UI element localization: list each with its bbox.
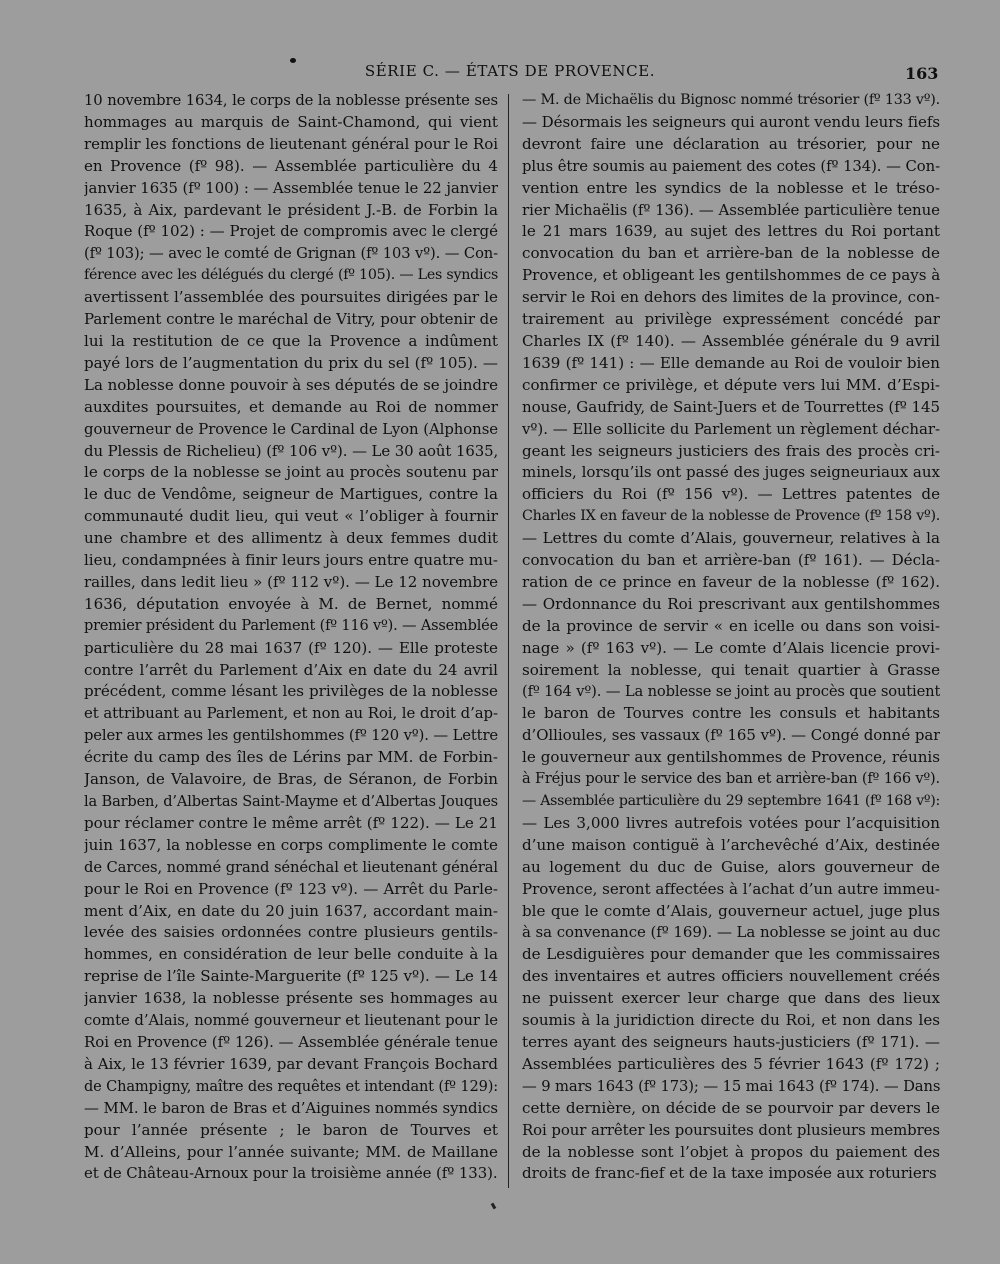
- text-line: Janson, de Valavoire, de Bras, de Séranon, de Forbin: [84, 770, 498, 789]
- text-line: — Ordonnance du Roi prescrivant aux gentilshommes: [522, 594, 940, 613]
- text-line: Charles IX (fº 140). — Assemblée générale du 9 avril: [522, 331, 940, 350]
- text-line: de Carces, nommé grand sénéchal et lieutenant général: [84, 858, 498, 876]
- text-line: férence avec les délégués du clergé (fº 105). — Les syndics: [84, 267, 498, 284]
- ink-mark: [491, 1203, 497, 1210]
- text-line: de Champigny, maître des requêtes et intendant (fº 129):: [84, 1077, 498, 1095]
- text-line: le 21 mars 1639, au sujet des lettres du Roi portant: [522, 222, 940, 241]
- text-line: — Assemblée particulière du 29 septembre 1641 (fº 168 vº):: [522, 793, 940, 809]
- text-line: de la noblesse sont l’objet à propos du paiement des: [522, 1142, 940, 1161]
- text-line: confirmer ce privilège, et députe vers lui MM. d’Espi-: [522, 375, 940, 394]
- text-line: pour le Roi en Provence (fº 123 vº). — Arrêt du Parle-: [84, 879, 498, 898]
- text-line: railles, dans ledit lieu » (fº 112 vº). — Le 12 novembre: [84, 572, 498, 591]
- text-line: ment d’Aix, en date du 20 juin 1637, accordant main-: [84, 901, 498, 920]
- text-line: Provence, seront affectées à l’achat d’un autre immeu-: [522, 879, 940, 898]
- text-line: hommes, en considération de leur belle conduite à la: [84, 945, 498, 964]
- text-line: au logement du duc de Guise, alors gouverneur de: [522, 857, 940, 876]
- text-line: 1635, à Aix, pardevant le président J.-B. de Forbin la: [84, 200, 498, 219]
- text-line: minels, lorsqu’ils ont passé des juges seigneuriaux aux: [522, 463, 940, 482]
- text-line: cette dernière, on décide de se pourvoir par devers le: [522, 1098, 940, 1117]
- text-line: à Fréjus pour le service des ban et arrière-ban (fº 166 vº).: [522, 771, 940, 788]
- text-line: contre l’arrêt du Parlement d’Aix en date du 24 avril: [84, 660, 498, 679]
- text-line: droits de franc-fief et de la taxe imposée aux roturiers: [522, 1164, 937, 1183]
- left-column: [84, 90, 498, 1185]
- text-line: le gouverneur aux gentilshommes de Provence, réunis: [522, 748, 940, 767]
- text-line: La noblesse donne pouvoir à ses députés de se joindre: [84, 375, 498, 394]
- text-line: pour réclamer contre le même arrêt (fº 122). — Le 21: [84, 813, 498, 832]
- text-line: payé lors de l’augmentation du prix du sel (fº 105). —: [84, 353, 498, 372]
- text-line: plus être soumis au paiement des cotes (fº 134). — Con-: [522, 157, 940, 175]
- text-line: — MM. le baron de Bras et d’Aiguines nommés syndics: [84, 1098, 498, 1117]
- text-line: auxdites poursuites, et demande au Roi de nommer: [84, 397, 498, 416]
- text-line: ne puissent exercer leur charge que dans des lieux: [522, 989, 940, 1008]
- text-line: — M. de Michaëlis du Bignosc nommé trésorier (fº 133 vº).: [522, 92, 940, 108]
- text-line: — Désormais les seigneurs qui auront vendu leurs fiefs: [522, 112, 940, 131]
- text-line: terres ayant des seigneurs hauts-justiciers (fº 171). —: [522, 1032, 940, 1051]
- text-line: soumis à la juridiction directe du Roi, et non dans les: [522, 1011, 940, 1030]
- text-line: convocation du ban et arrière-ban de la noblesse de: [522, 244, 940, 263]
- text-line: Charles IX en faveur de la noblesse de Provence (fº 158 vº).: [522, 508, 940, 525]
- ink-speck: [290, 58, 296, 63]
- text-line: du Plessis de Richelieu) (fº 106 vº). — Le 30 août 1635,: [84, 441, 498, 460]
- text-line: nage » (fº 163 vº). — Le comte d’Alais licencie provi-: [522, 638, 940, 657]
- text-line: (fº 103); — avec le comté de Grignan (fº 103 vº). — Con-: [84, 245, 498, 263]
- text-line: reprise de l’île Sainte-Marguerite (fº 125 vº). — Le 14: [84, 967, 498, 986]
- text-line: (fº 164 vº). — La noblesse se joint au procès que soutient: [522, 683, 940, 701]
- text-line: de la province de servir « en icelle ou dans son voisi-: [522, 616, 940, 635]
- text-line: devront faire une déclaration au trésorier, pour ne: [522, 134, 940, 153]
- text-line: le duc de Vendôme, seigneur de Martigues, contre la: [84, 485, 498, 504]
- text-line: et attribuant au Parlement, et non au Roi, le droit d’ap-: [84, 704, 498, 723]
- text-line: précédent, comme lésant les privilèges de la noblesse: [84, 682, 498, 701]
- page-number: 163: [905, 64, 939, 83]
- text-line: Provence, et obligeant les gentilshommes de ce pays à: [522, 266, 940, 285]
- text-line: ble que le comte d’Alais, gouverneur actuel, juge plus: [522, 901, 940, 920]
- text-line: ration de ce prince en faveur de la noblesse (fº 162).: [522, 572, 940, 591]
- right-column: [522, 90, 940, 1185]
- text-line: lui la restitution de ce que la Provence a indûment: [84, 331, 498, 350]
- text-line: Roi pour arrêter les poursuites dont plusieurs membres: [522, 1120, 940, 1139]
- text-line: — Les 3,000 livres autrefois votées pour l’acquisition: [522, 813, 940, 832]
- text-line: geant les seigneurs justiciers des frais des procès cri-: [522, 441, 940, 460]
- text-line: remplir les fonctions de lieutenant général pour le Roi: [84, 134, 498, 153]
- text-line: comte d’Alais, nommé gouverneur et lieutenant pour le: [84, 1011, 498, 1030]
- text-line: à sa convenance (fº 169). — La noblesse se joint au duc: [522, 923, 940, 942]
- text-line: vention entre les syndics de la noblesse et le tréso-: [522, 178, 940, 197]
- text-line: d’une maison contiguë à l’archevêché d’Aix, destinée: [522, 835, 940, 854]
- text-line: lieu, condampnées à finir leurs jours entre quatre mu-: [84, 551, 498, 570]
- text-line: convocation du ban et arrière-ban (fº 161). — Décla-: [522, 551, 940, 570]
- text-line: — 9 mars 1643 (fº 173); — 15 mai 1643 (fº 174). — Dans: [522, 1077, 940, 1095]
- text-line: des inventaires et autres officiers nouvellement créés: [522, 967, 940, 986]
- text-line: écrite du camp des îles de Lérins par MM. de Forbin-: [84, 748, 498, 767]
- text-line: janvier 1635 (fº 100) : — Assemblée tenue le 22 janvier: [84, 178, 498, 197]
- text-line: juin 1637, la noblesse en corps complimente le comte: [84, 835, 498, 854]
- text-line: le corps de la noblesse se joint au procès soutenu par: [84, 463, 498, 482]
- text-line: M. d’Alleins, pour l’année suivante; MM. de Maillane: [84, 1142, 498, 1161]
- text-line: Assemblées particulières des 5 février 1643 (fº 172) ;: [522, 1054, 940, 1073]
- column-divider: [508, 94, 509, 1188]
- text-line: levée des saisies ordonnées contre plusieurs gentils-: [84, 923, 498, 942]
- text-line: la Barben, d’Albertas Saint-Mayme et d’Albertas Jouques: [84, 793, 498, 810]
- text-line: servir le Roi en dehors des limites de la province, con-: [522, 288, 940, 307]
- text-line: avertissent l’assemblée des poursuites dirigées par le: [84, 288, 498, 307]
- text-line: Roque (fº 102) : — Projet de compromis avec le clergé: [84, 222, 498, 241]
- text-line: vº). — Elle sollicite du Parlement un règlement déchar-: [522, 419, 940, 438]
- text-line: le baron de Tourves contre les consuls et habitants: [522, 704, 940, 723]
- text-line: Roi en Provence (fº 126). — Assemblée générale tenue: [84, 1032, 498, 1051]
- text-line: trairement au privilège expressément concédé par: [522, 310, 940, 329]
- text-line: nouse, Gaufridy, de Saint-Juers et de Tourrettes (fº 145: [522, 397, 940, 416]
- text-line: à Aix, le 13 février 1639, par devant François Bochard: [84, 1054, 498, 1073]
- text-line: et de Château-Arnoux pour la troisième année (fº 133).: [84, 1164, 498, 1183]
- text-line: premier président du Parlement (fº 116 vº). — Assemblée: [84, 617, 498, 634]
- text-line: 1636, députation envoyée à M. de Bernet, nommé: [84, 594, 498, 613]
- text-line: 10 novembre 1634, le corps de la noblesse présente ses: [84, 92, 498, 109]
- text-line: officiers du Roi (fº 156 vº). — Lettres patentes de: [522, 485, 940, 504]
- text-line: une chambre et des allimentz à deux femmes dudit: [84, 529, 498, 548]
- text-line: d’Ollioules, ses vassaux (fº 165 vº). — Congé donné par: [522, 726, 940, 745]
- text-line: particulière du 28 mai 1637 (fº 120). — Elle proteste: [84, 638, 498, 657]
- text-line: communauté dudit lieu, qui veut « l’obliger à fournir: [84, 507, 498, 526]
- text-line: soirement la noblesse, qui tenait quartier à Grasse: [522, 660, 940, 679]
- text-line: de Lesdiguières pour demander que les commissaires: [522, 945, 940, 964]
- text-line: hommages au marquis de Saint-Chamond, qui vient: [84, 112, 498, 131]
- text-line: — Lettres du comte d’Alais, gouverneur, relatives à la: [522, 529, 940, 548]
- text-line: gouverneur de Provence le Cardinal de Lyon (Alphonse: [84, 419, 498, 438]
- text-line: en Provence (fº 98). — Assemblée particulière du 4: [84, 156, 498, 175]
- running-header: SÉRIE C. — ÉTATS DE PROVENCE.: [364, 62, 656, 80]
- text-line: peler aux armes les gentilshommes (fº 120 vº). — Lettre: [84, 727, 498, 745]
- text-line: pour l’année présente ; le baron de Tourves et: [84, 1120, 498, 1139]
- text-line: 1639 (fº 141) : — Elle demande au Roi de vouloir bien: [522, 353, 940, 372]
- text-line: janvier 1638, la noblesse présente ses hommages au: [84, 989, 498, 1008]
- text-line: Parlement contre le maréchal de Vitry, pour obtenir de: [84, 310, 498, 329]
- text-line: rier Michaëlis (fº 136). — Assemblée particulière tenue: [522, 200, 940, 219]
